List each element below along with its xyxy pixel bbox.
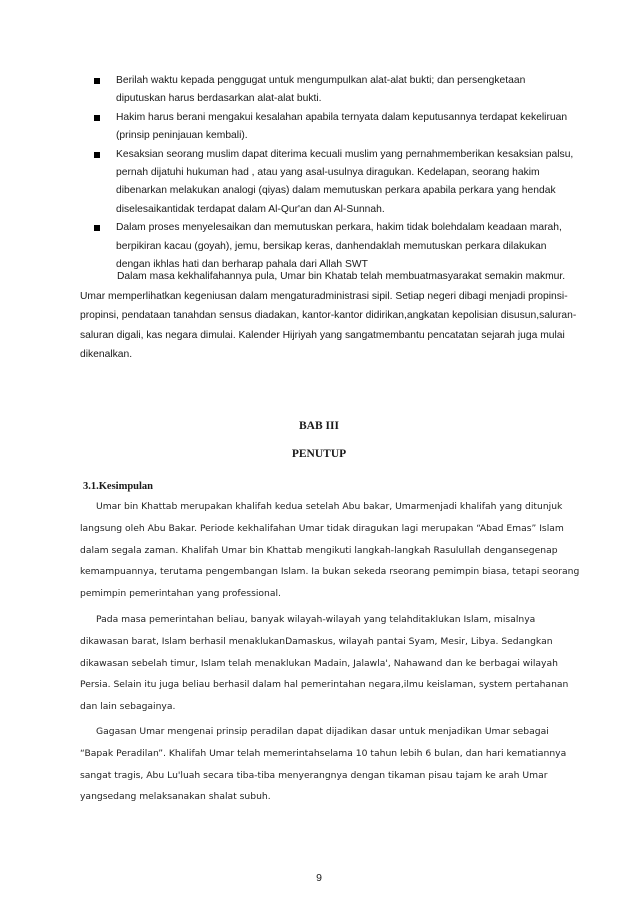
chapter-heading: BAB III — [299, 420, 339, 432]
bullet-text: Hakim harus berani mengakui kesalahan apabila ternyata dalam keputusannya terdapat kekeliruan (prinsip peninjauan kembali). — [116, 111, 568, 142]
principle-bullet-list — [90, 72, 575, 274]
bullet-text: Dalam proses menyelesaikan dan memutuskan perkara, hakim tidak bolehdalam keadaan marah, berpikiran kacau (goyah), jemu, bersikap keras, danhendaklah memutuskan perkara dilakukan dengan ikhlas hati dan berharap pahala dari Allah SWT — [116, 222, 562, 271]
bullet-item — [90, 72, 575, 109]
bullet-item — [90, 109, 575, 146]
bullet-item — [90, 146, 575, 220]
square-bullet-icon — [94, 152, 100, 158]
page-number: 9 — [316, 872, 322, 884]
conclusion-paragraph: Pada masa pemerintahan beliau, banyak wilayah-wilayah yang telahditaklukan Islam, misalnya dikawasan barat, Islam berhasil menaklukanDamaskus, wilayah pantai Syam, Mesir, Libya. Sedangkan dikawasan sebelah timur, Islam telah menaklukan Madain, Jalawla', Nahawand dan ke berbagai wilayah Persia. Selain itu juga beliau berhasil dalam hal pemerintahan negara,ilmu keislaman, system pertahanan dan lain sebagainya. — [80, 614, 569, 713]
square-bullet-icon — [94, 115, 100, 121]
intro-paragraph: Dalam masa kekhalifahannya pula, Umar bin Khatab telah membuatmasyarakat semakin makmur. Umar memperlihatkan kegeniusan dalam mengaturadministrasi sipil. Setiap negeri dibagi menjadi propinsi-propinsi, pendataan tanahdan sensus diadakan, kantor-kantor didirikan,angkatan kepolisian disusun,saluran-saluran digali, kas negara dimulai. Kalender Hijriyah yang sangatmembantu pencatatan sejarah juga mulai dikenalkan. — [80, 271, 577, 360]
chapter-title: PENUTUP — [291, 448, 347, 460]
section-heading: 3.1.Kesimpulan — [83, 481, 154, 492]
square-bullet-icon — [94, 78, 100, 84]
bullet-text: Berilah waktu kepada penggugat untuk mengumpulkan alat-alat bukti; dan persengketaan diputuskan harus berdasarkan alat-alat bukti. — [116, 75, 526, 105]
square-bullet-icon — [94, 225, 100, 231]
conclusion-paragraph: Umar bin Khattab merupakan khalifah kedua setelah Abu bakar, Umarmenjadi khalifah yang ditunjuk langsung oleh Abu Bakar. Periode kekhalifahan Umar tidak diragukan lagi merupakan “Abad Emas” Islam dalam segala zaman. Khalifah Umar bin Khattab mengikuti langkah-langkah Rasulullah dengansegenap kemampuannya, terutama pengembangan Islam. Ia bukan sekeda rseorang pemimpin biasa, tetapi seorang pemimpin pemerintahan yang professional. — [80, 501, 580, 600]
bullet-text: Kesaksian seorang muslim dapat diterima kecuali muslim yang pernahmemberikan kesaksian palsu, pernah dijatuhi hukuman had , atau yang asal-usulnya diragukan. Kedelapan, seorang hakim dibenarkan melakukan analogi (qiyas) dalam memutuskan perkara apabila perkara yang hendak diselesaikantidak terdapat dalam Al-Qur'an dan Al-Sunnah. — [116, 148, 574, 215]
conclusion-paragraph: Gagasan Umar mengenai prinsip peradilan dapat dijadikan dasar untuk menjadikan Umar sebagai “Bapak Peradilan”. Khalifah Umar telah memerintahselama 10 tahun lebih 6 bulan, dan hari kematiannya sangat tragis, Abu Lu'luah secara tiba-tiba menyerangnya dengan tikaman pisau tajam ke arah Umar yangsedang melaksanakan shalat subuh. — [80, 726, 567, 803]
